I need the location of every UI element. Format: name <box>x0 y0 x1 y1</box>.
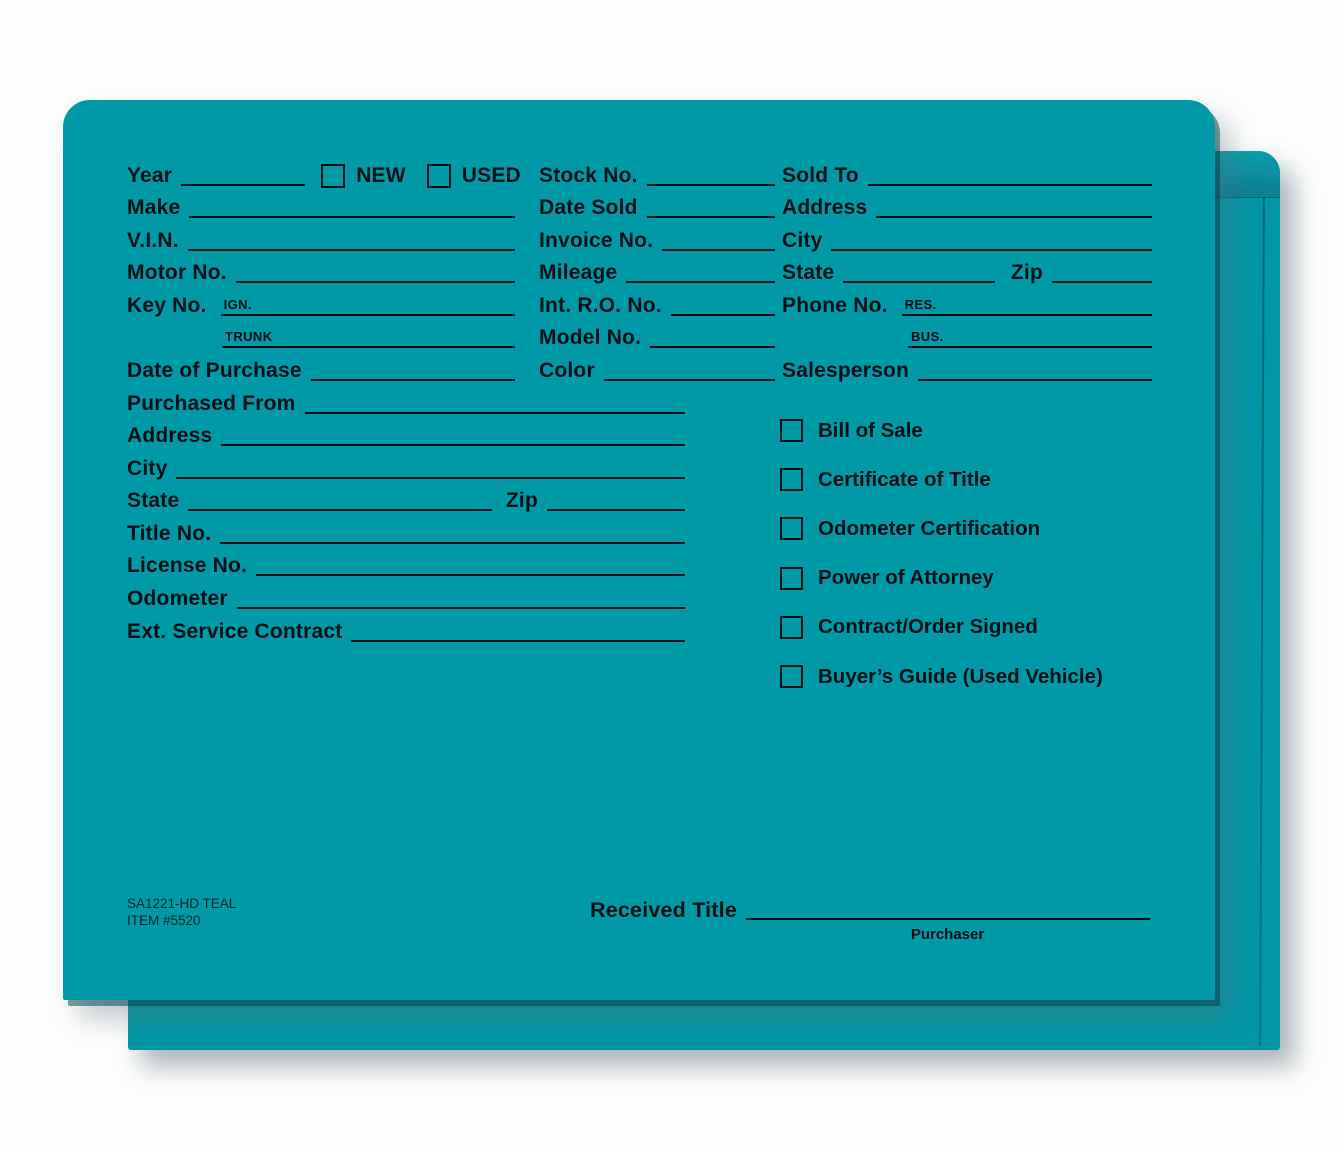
check-contract-order-signed <box>780 603 1210 652</box>
purchaser-caption: Purchaser <box>910 926 985 943</box>
field-stock-no-row <box>539 159 775 192</box>
field-invoice-no-row <box>539 224 775 257</box>
year-line[interactable] <box>181 160 305 186</box>
buyer-state-line[interactable] <box>843 257 995 283</box>
buyer-zip-label: Zip <box>1010 261 1043 285</box>
license-no-label: License No. <box>127 554 248 578</box>
buyer-zip-line[interactable] <box>1052 257 1152 283</box>
seller-zip-label: Zip <box>505 489 538 513</box>
vin-label: V.I.N. <box>127 228 179 252</box>
model-no-line[interactable] <box>650 322 775 348</box>
field-make-row <box>127 192 515 225</box>
field-date-sold-row <box>539 192 775 225</box>
right-fields <box>782 159 1152 387</box>
checkbox-used[interactable] <box>427 164 451 188</box>
check-bill-of-sale <box>780 406 1210 455</box>
field-title-no-row <box>127 517 685 550</box>
check-power-of-attorney <box>780 554 1210 603</box>
sold-to-label: Sold To <box>782 163 859 187</box>
field-year-row <box>127 159 521 192</box>
contract-order-signed-label: Contract/Order Signed <box>818 615 1038 639</box>
int-ro-no-line[interactable] <box>671 290 775 316</box>
field-seller-state-zip-row <box>127 485 685 518</box>
certificate-of-title-label: Certificate of Title <box>818 467 991 491</box>
buyer-state-label: State <box>782 261 835 285</box>
checkbox-certificate-of-title[interactable] <box>780 468 803 491</box>
left-upper-fields <box>127 159 521 387</box>
used-label: USED <box>461 163 521 187</box>
salesperson-line[interactable] <box>918 355 1152 381</box>
field-phone-res-row <box>782 289 1152 322</box>
date-of-purchase-line[interactable] <box>311 355 515 381</box>
seller-state-line[interactable] <box>188 485 492 511</box>
ext-service-contract-line[interactable] <box>351 616 685 642</box>
motor-no-label: Motor No. <box>127 261 227 285</box>
mileage-line[interactable] <box>626 257 775 283</box>
power-of-attorney-label: Power of Attorney <box>818 566 994 590</box>
field-sold-to-row <box>782 159 1152 192</box>
check-certificate-of-title <box>780 455 1210 504</box>
key-no-ign-line[interactable] <box>221 290 515 316</box>
phone-res-line[interactable] <box>902 290 1152 316</box>
make-label: Make <box>127 196 181 220</box>
year-label: Year <box>127 163 173 187</box>
field-key-no-ign-row <box>127 289 515 322</box>
odometer-line[interactable] <box>237 583 685 609</box>
checkbox-power-of-attorney[interactable] <box>780 567 803 590</box>
key-no-trunk-line[interactable] <box>222 322 515 348</box>
title-no-line[interactable] <box>220 518 685 544</box>
vin-line[interactable] <box>188 225 515 251</box>
left-lower-fields <box>127 387 685 648</box>
ign-sublabel: IGN. <box>223 296 252 312</box>
checkbox-contract-order-signed[interactable] <box>780 616 803 639</box>
motor-no-line[interactable] <box>236 257 515 283</box>
phone-no-label: Phone No. <box>782 293 888 317</box>
int-ro-no-label: Int. R.O. No. <box>539 293 662 317</box>
seller-city-line[interactable] <box>176 453 685 479</box>
bill-of-sale-label: Bill of Sale <box>818 418 923 442</box>
document-checklist <box>780 406 1210 701</box>
color-line[interactable] <box>604 355 775 381</box>
sku-line-1: SA1221-HD TEAL <box>127 896 237 911</box>
stock-no-label: Stock No. <box>539 163 638 187</box>
checkbox-buyers-guide[interactable] <box>780 665 803 688</box>
seller-address-line[interactable] <box>221 420 685 446</box>
invoice-no-label: Invoice No. <box>539 228 654 252</box>
seller-address-label: Address <box>127 424 213 448</box>
odometer-certification-label: Odometer Certification <box>818 516 1041 540</box>
field-buyer-address-row <box>782 192 1152 225</box>
check-odometer-certification <box>780 504 1210 553</box>
make-line[interactable] <box>189 192 515 218</box>
buyer-city-line[interactable] <box>831 225 1152 251</box>
received-title-line[interactable] <box>746 894 1150 920</box>
field-ext-service-contract-row <box>127 615 685 648</box>
field-key-no-trunk-row <box>127 322 515 355</box>
product-sku <box>127 895 236 929</box>
date-sold-line[interactable] <box>647 192 775 218</box>
field-seller-address-row <box>127 420 685 453</box>
middle-fields <box>539 159 775 387</box>
field-date-of-purchase-row <box>127 354 515 387</box>
field-buyer-city-row <box>782 224 1152 257</box>
sku-line-2: ITEM #5520 <box>127 913 201 928</box>
field-model-no-row <box>539 322 775 355</box>
field-mileage-row <box>539 257 775 290</box>
trunk-sublabel: TRUNK <box>225 329 273 345</box>
received-title-row <box>590 894 1150 926</box>
checkbox-bill-of-sale[interactable] <box>780 419 803 442</box>
purchased-from-label: Purchased From <box>127 391 296 415</box>
model-no-label: Model No. <box>539 326 642 350</box>
buyer-address-label: Address <box>782 196 868 220</box>
bus-sublabel: BUS. <box>911 329 944 345</box>
field-buyer-state-zip-row <box>782 257 1152 290</box>
sold-to-line[interactable] <box>868 160 1152 186</box>
invoice-no-line[interactable] <box>662 225 775 251</box>
new-label: NEW <box>356 163 406 187</box>
phone-bus-line[interactable] <box>908 322 1152 348</box>
field-phone-bus-row <box>782 322 1152 355</box>
date-of-purchase-label: Date of Purchase <box>127 358 302 382</box>
field-salesperson-row <box>782 354 1152 387</box>
salesperson-label: Salesperson <box>782 358 910 382</box>
license-no-line[interactable] <box>256 550 685 576</box>
field-odometer-row <box>127 582 685 615</box>
checkbox-new[interactable] <box>321 164 345 188</box>
buyer-address-line[interactable] <box>876 192 1152 218</box>
color-label: Color <box>539 358 595 382</box>
front-envelope <box>63 100 1215 1000</box>
checkbox-odometer-certification[interactable] <box>780 517 803 540</box>
seller-state-label: State <box>127 489 180 513</box>
buyers-guide-label: Buyer’s Guide (Used Vehicle) <box>818 664 1103 688</box>
odometer-label: Odometer <box>127 586 228 610</box>
seller-zip-line[interactable] <box>547 485 685 511</box>
key-no-label: Key No. <box>127 293 207 317</box>
purchased-from-line[interactable] <box>305 388 685 414</box>
check-buyers-guide <box>780 652 1210 701</box>
field-license-no-row <box>127 550 685 583</box>
seller-city-label: City <box>127 456 168 480</box>
field-seller-city-row <box>127 452 685 485</box>
field-color-row <box>539 354 775 387</box>
res-sublabel: RES. <box>904 296 937 312</box>
buyer-city-label: City <box>782 228 823 252</box>
date-sold-label: Date Sold <box>539 196 638 220</box>
back-envelope-seam <box>1259 197 1265 1046</box>
field-motor-no-row <box>127 257 515 290</box>
received-title-label: Received Title <box>590 898 738 922</box>
field-vin-row <box>127 224 515 257</box>
title-no-label: Title No. <box>127 521 212 545</box>
mileage-label: Mileage <box>539 261 618 285</box>
ext-service-contract-label: Ext. Service Contract <box>127 619 343 643</box>
stock-no-line[interactable] <box>647 160 775 186</box>
field-int-ro-no-row <box>539 289 775 322</box>
field-purchased-from-row <box>127 387 685 420</box>
